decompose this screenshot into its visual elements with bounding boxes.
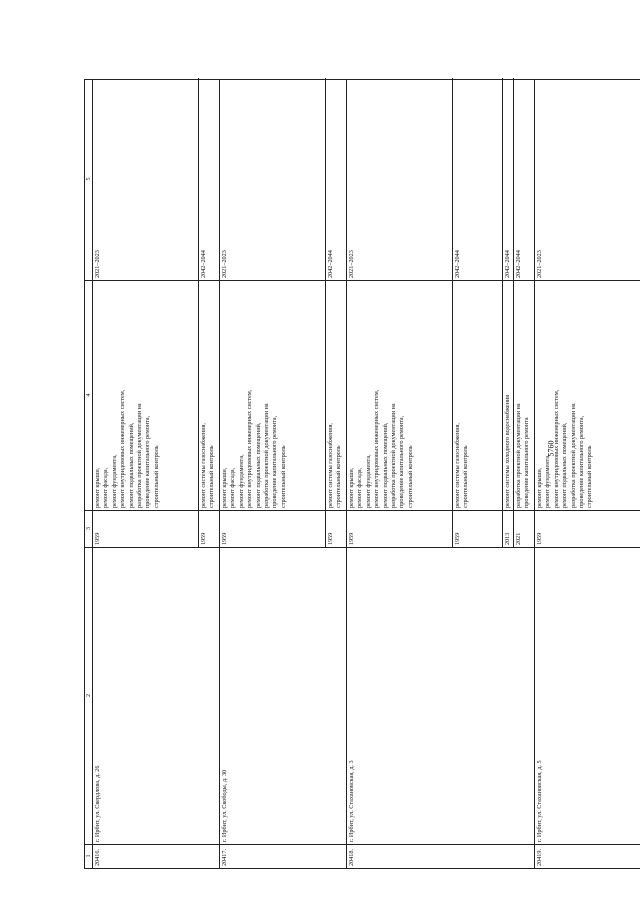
- build-year: 2021: [515, 532, 522, 545]
- planned-period: 2042–2044: [454, 250, 461, 278]
- planned-period: 2021–2023: [221, 250, 228, 278]
- table-rotation-wrapper: [84, 79, 599, 869]
- planned-period: 2021–2023: [94, 250, 101, 278]
- page-number: 5760: [546, 440, 556, 457]
- address: г. Ирбит, ул. Стахановская, д. 5: [536, 760, 543, 842]
- build-year: 2013: [504, 532, 511, 545]
- address: г. Ирбит, ул. Свободы, д. 30: [221, 769, 228, 842]
- work-description: ремонт крыши, ремонт фасада, ремонт фундамента, ремонт внутридомовых инженерных систем, ремонт подвальных помещений, разработка проектной документации на проведение капитального ремонта, строительный контроль: [94, 389, 160, 508]
- header-divider: [84, 510, 93, 511]
- planned-period: 2042–2044: [515, 250, 522, 278]
- header-col-1: 1: [86, 854, 92, 858]
- build-year: 1959: [94, 532, 101, 545]
- header-divider: [84, 547, 93, 548]
- address: г. Ирбит, ул. Свердлова, д. 26: [94, 765, 101, 842]
- build-year: 1959: [221, 532, 228, 545]
- header-col-5: 5: [86, 177, 92, 181]
- header-divider: [84, 844, 93, 845]
- table-row: [220, 79, 347, 869]
- row-number: 20418.: [348, 848, 355, 866]
- work-description: ремонт крыши, ремонт фасада, ремонт фундамента, ремонт внутридомовых инженерных систем, ремонт подвальных помещений, разработка проектной документации на проведение капитального ремонта, строительный контроль: [221, 389, 287, 508]
- header-col-4: 4: [86, 393, 92, 397]
- work-description: ремонт системы газоснабжения, строительный контроль: [454, 423, 470, 508]
- build-year: 1959: [536, 532, 543, 545]
- address: г. Ирбит, ул. Стахановская, д. 3: [348, 760, 355, 842]
- build-year: 1959: [348, 532, 355, 545]
- planned-period: 2042–2044: [327, 250, 334, 278]
- table-header-row: [84, 79, 93, 869]
- header-col-3: 3: [86, 527, 92, 530]
- table-row: [535, 79, 640, 869]
- work-description: ремонт системы газоснабжения, строительный контроль: [327, 423, 343, 508]
- row-number: 20416.: [94, 848, 101, 866]
- work-description: ремонт крыши, ремонт фасада, ремонт фундамента, ремонт внутридомовых инженерных систем, ремонт подвальных помещений, разработка проектной документации на проведение капитального ремонта, строительный контроль: [348, 389, 414, 508]
- table-row: [93, 79, 220, 869]
- row-number: 20417.: [221, 848, 228, 866]
- works-table: [84, 79, 599, 869]
- table-row: [347, 79, 535, 869]
- work-description: ремонт системы газоснабжения, строительный контроль: [200, 423, 216, 508]
- work-description: ремонт крыши, ремонт фундамента, ремонт внутридомовых инженерных систем, ремонт подвальных помещений, разработка проектной документации на проведение капитального ремонта, строительный контроль: [536, 389, 594, 508]
- header-divider: [84, 280, 93, 281]
- build-year: 1959: [200, 532, 207, 545]
- planned-period: 2042–2044: [504, 250, 511, 278]
- work-description: разработка проектной документации на проведение капитального ремонта: [515, 403, 531, 508]
- planned-period: 2021–2023: [536, 250, 543, 278]
- header-col-2: 2: [86, 694, 92, 697]
- row-number: 20419.: [536, 848, 543, 866]
- build-year: 1959: [454, 532, 461, 545]
- work-description: ремонт системы холодного водоснабжения: [504, 394, 511, 508]
- build-year: 1959: [327, 532, 334, 545]
- planned-period: 2021–2023: [348, 250, 355, 278]
- planned-period: 2042–2044: [200, 250, 207, 278]
